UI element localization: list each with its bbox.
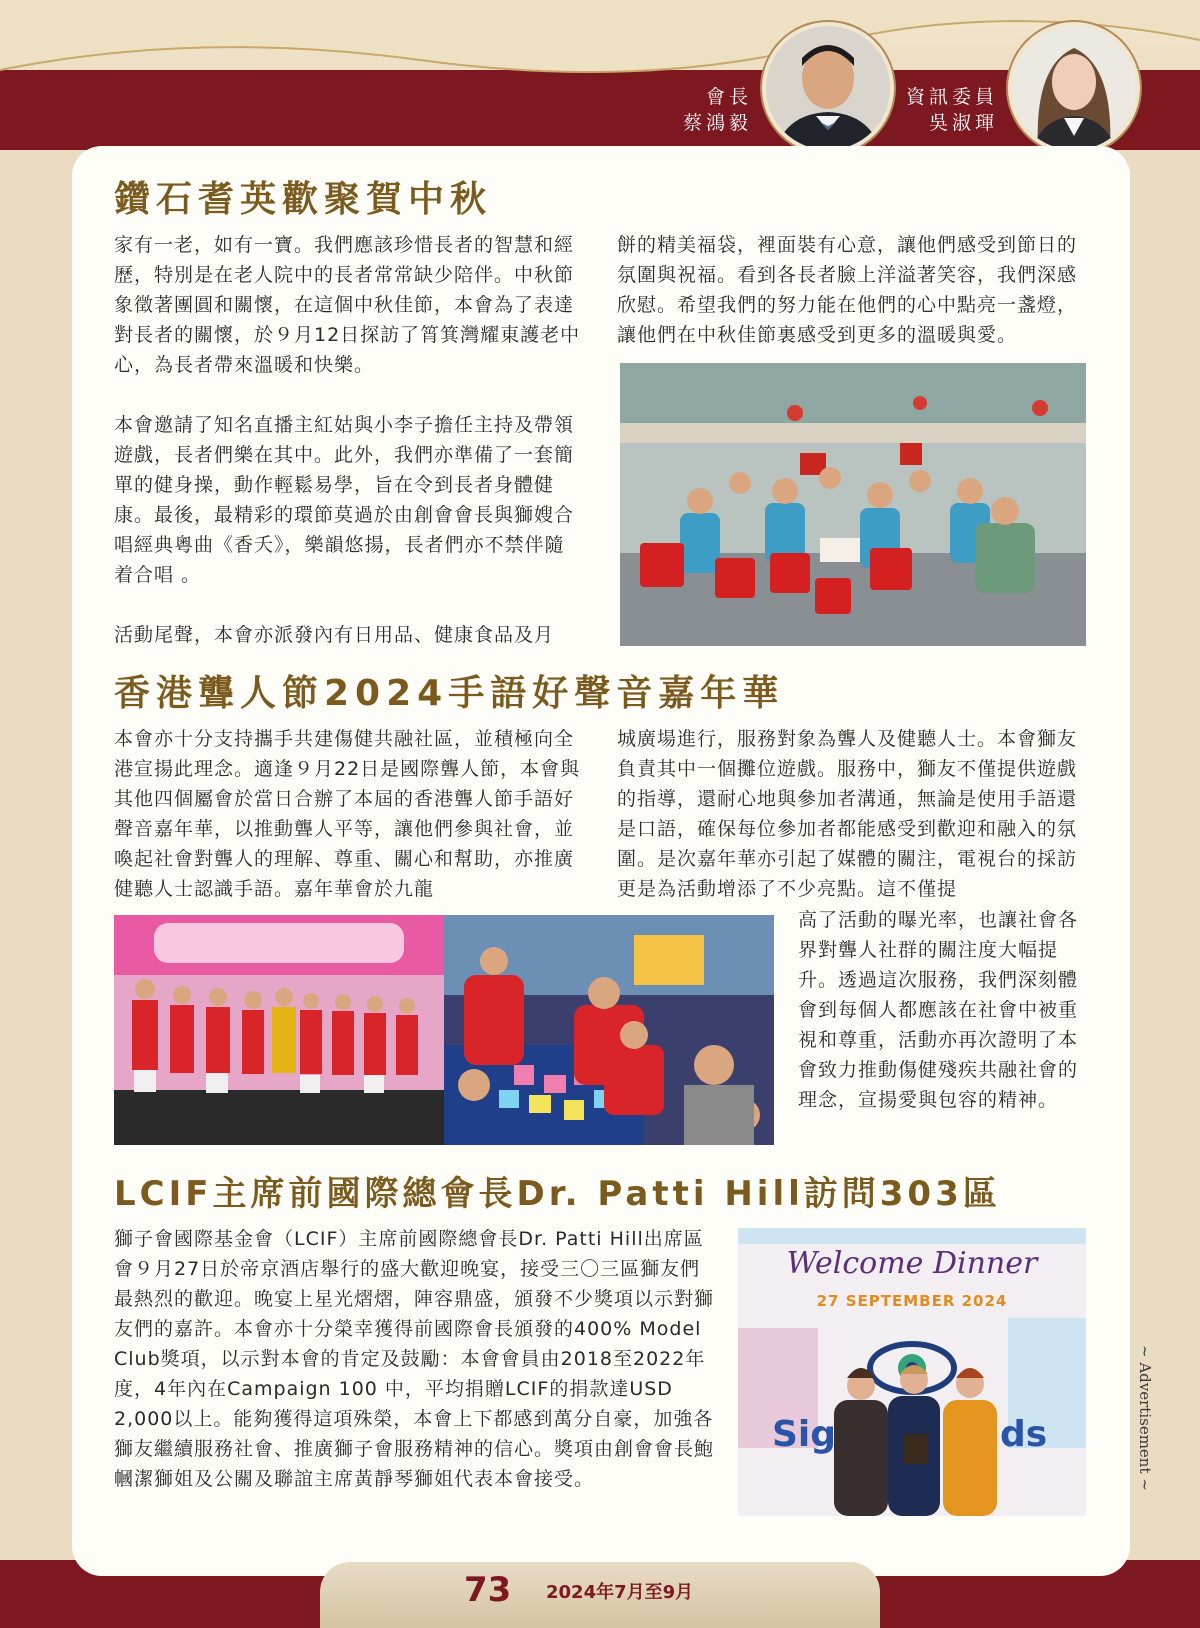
- carnival-stage-photo: [114, 915, 444, 1145]
- section3-title: LCIF主席前國際總會長Dr. Patti Hill訪問303區: [114, 1174, 1001, 1214]
- section1-paragraph-2: 本會邀請了知名直播主紅姑與小李子擔任主持及帶領遊戲，長者們樂在其中。此外，我們亦準備了一套簡單的健身操，動作輕鬆易學，旨在令到長者身體健康。最後，最精彩的環節莫過於由創會會長與獅嫂合唱經典粵曲《香夭》，樂韻悠揚，長者們亦不禁伴隨着合唱 。: [114, 414, 575, 586]
- info-officer-role: 資訊委員: [905, 86, 998, 108]
- photo-date-text: 27 SEPTEMBER 2024: [816, 1292, 1008, 1310]
- section1-paragraph-1: 家有一老，如有一寶。我們應該珍惜長者的智慧和經歷，特別是在老人院中的長者常常缺少陪伴。中秋節象徵著團圓和關懷，在這個中秋佳節，本會為了表達對長者的關懷，於９月12日探訪了筲箕灣耀東護老中心，為長者帶來溫暖和快樂。: [114, 234, 581, 376]
- section1-paragraph-right: 餅的精美福袋，裡面裝有心意，讓他們感受到節日的氛圍與祝福。看到各長者臉上洋溢著笑容，我們深感欣慰。希望我們的努力能在他們的心中點亮一盞燈，讓他們在中秋佳節裏感受到更多的溫暖與愛。: [617, 234, 1078, 346]
- section3-paragraph: 獅子會國際基金會（LCIF）主席前國際總會長Dr. Patti Hill出席區會９月27日於帝京酒店舉行的盛大歡迎晚宴，接受三〇三區獅友們最熱烈的歡迎。晚宴上星光熠熠，陣容鼎盛，頒發不少獎項以示對獅友們的嘉許。本會亦十分榮幸獲得前國際會長頒發的400% Model Club獎項，以示對本會的肯定及鼓勵：本會會員由2018至2022年度，4年內在Campaign 100 中，平均捐贈LCIF的捐款達USD 2,000以上。能夠獲得這項殊榮，本會上下都感到萬分自豪，加強各獅友繼續服務社會、推廣獅子會服務精神的信心。獎項由創會會長鮑幗潔獅姐及公關及聯誼主席黃靜琴獅姐代表本會接受。: [114, 1228, 715, 1490]
- advertisement-text: ~ Advertisement ~: [1136, 1345, 1154, 1491]
- welcome-dinner-photo: [738, 1228, 1086, 1516]
- section2-paragraph-narrow: 高了活動的曝光率，也讓社會各界對聾人社群的關注度大幅提升。透過這次服務，我們深刻體會到每個人都應該在社會中被重視和尊重，活動亦再次證明了本會致力推動傷健殘疾共融社會的理念，宣揚愛與包容的精神。: [798, 909, 1079, 1111]
- photo-sign-right: ds: [1000, 1414, 1048, 1455]
- elderly-home-group-photo: [620, 363, 1086, 646]
- section1-title: 鑽石耆英歡聚賀中秋: [114, 179, 493, 220]
- section2-title: 香港聾人節2024手語好聲音嘉年華: [114, 673, 785, 714]
- section2-paragraph-right: 城廣場進行，服務對象為聾人及健聽人士。本會獅友負責其中一個攤位遊戲。服務中，獅友不僅提供遊戲的指導，還耐心地與參加者溝通，無論是使用手語還是口語，確保每位參加者都能感受到歡迎和融入的氛圍。是次嘉年華亦引起了媒體的關注，電視台的採訪更是為活動增添了不少亮點。這不僅提: [617, 728, 1078, 900]
- page-number: 73: [464, 1570, 512, 1610]
- info-officer-name: 吳淑琿: [928, 112, 998, 134]
- info-officer-avatar: [1008, 22, 1140, 154]
- info-officer-caption: [880, 84, 998, 136]
- president-name: 蔡鴻毅: [682, 112, 752, 134]
- section1-paragraph-3: 活動尾聲，本會亦派發內有日用品、健康食品及月: [114, 624, 555, 646]
- section2-paragraph-left: 本會亦十分支持攜手共建傷健共融社區，並積極向全港宣揚此理念。適逢９月22日是國際聾人節，本會與其他四個屬會於當日合辦了本屆的香港聾人節手語好聲音嘉年華，以推動聾人平等，讓他們參與社會，並喚起社會對聾人的理解、尊重、關心和幫助，亦推廣健聽人士認識手語。嘉年華會於九龍: [114, 728, 581, 900]
- president-role: 會長: [705, 86, 752, 108]
- sign-language-booth-photo: [444, 915, 774, 1145]
- president-avatar: [762, 22, 894, 154]
- issue-date: 2024年7月至9月: [546, 1582, 694, 1603]
- photo-sign-left: Sig: [772, 1414, 837, 1455]
- president-caption: [620, 84, 752, 136]
- advertisement-side-label: [1128, 1345, 1156, 1515]
- photo-banner-text: Welcome Dinner: [786, 1246, 1038, 1281]
